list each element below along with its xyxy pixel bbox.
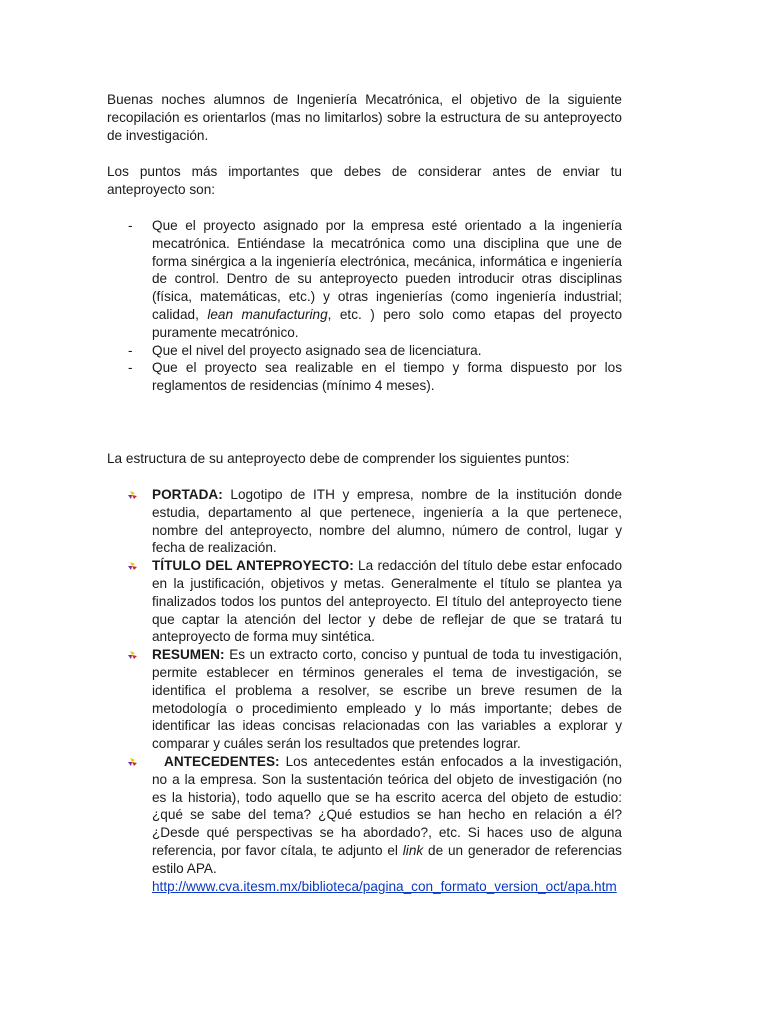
section-title-titulo: TÍTULO DEL ANTEPROYECTO: — [152, 558, 354, 574]
intro-paragraph: Buenas noches alumnos de Ingeniería Mecatrónica, el objetivo de la siguiente recopilación es orientarlos (mas no limitarlos) sobre la estructura de su anteproyecto de investigación. — [107, 92, 622, 143]
section-title-portada: PORTADA: — [152, 487, 223, 502]
list-item: RESUMEN: Es un extracto corto, conciso y puntual de toda tu investigación, permite establecer en términos generales el tema de investigación, se identifica el problema a resolver, se escribe un breve resumen de la metodología o procedimiento empleado y lo más importante; debes de identificar las ideas concisas relacionadas con las variables a explorar y comparar y cuáles serán los resultados que pretendes lograr. — [107, 646, 622, 753]
list-item: ANTECEDENTES: Los antecedentes están enfocados a la investigación, no a la empresa. Son la sustentación teórica del objeto de investigación (no es la historia), todo aquello que se ha escrito acerca del objeto de estudio: ¿qué se sabe del tema? ¿Qué estudios se han hecho en relación a él? ¿Desde qué perspectivas se ha abordado?, etc. Si haces uso de alguna referencia, por favor cítala, te adjunto el link de un generador de referencias estilo APA. http://www.cva.itesm.mx/biblioteca/pagina_con_formato_version_oct/apa.htm — [107, 753, 622, 895]
list-item: TÍTULO DEL ANTEPROYECTO: La redacción del título debe estar enfocado en la justificación, objetivos y metas. Generalmente el título se plantea ya finalizados todos los puntos del anteproyecto. El título del anteproyecto tiene que captar la atención del lector y debe de reflejar de que se tratará tu anteproyecto de forma muy sintética. — [107, 557, 622, 646]
bullet-icon — [128, 561, 138, 571]
list-item: PORTADA: Logotipo de ITH y empresa, nombre de la institución donde estudia, departamento al que pertenece, ingeniería a la que pertenece, nombre del anteproyecto, nombre del alumno, número de control, lugar y fecha de realización. — [107, 486, 622, 557]
dash-marker: - — [128, 342, 133, 358]
apa-reference-link[interactable]: http://www.cva.itesm.mx/biblioteca/pagina_con_formato_version_oct/apa.htm — [152, 878, 617, 894]
list-item: - Que el nivel del proyecto asignado sea de licenciatura. — [128, 342, 482, 358]
section-title-resumen: RESUMEN: — [152, 647, 225, 663]
bullet-icon — [128, 490, 138, 500]
section-title-antecedentes: ANTECEDENTES: — [164, 753, 280, 769]
structure-intro-paragraph: La estructura de su anteproyecto debe de comprender los siguientes puntos: — [107, 451, 570, 466]
bullet-icon — [128, 757, 138, 767]
structure-list — [107, 486, 622, 895]
bullet-icon — [128, 650, 138, 660]
list-item: - Que el proyecto sea realizable en el tiempo y forma dispuesto por los reglamentos de residencias (mínimo 4 meses). — [128, 360, 622, 394]
list-item: - Que el proyecto asignado por la empresa esté orientado a la ingeniería mecatrónica. Entiéndase la mecatrónica como una disciplina que une de forma sinérgica a la ingeniería electrónica, mecánica, informática e ingeniería de control. Dentro de su anteproyecto pueden introducir otras disciplinas (física, matemáticas, etc.) y otras ingenierías (como ingeniería industrial; calidad, lean manufacturing, etc. ) pero solo como etapas del proyecto puramente mecatrónico. — [128, 218, 622, 340]
points-intro-paragraph: Los puntos más importantes que debes de considerar antes de enviar tu anteproyecto son: — [107, 164, 622, 197]
requirements-list — [107, 217, 622, 395]
dash-marker: - — [128, 218, 133, 233]
dash-marker: - — [128, 360, 133, 376]
